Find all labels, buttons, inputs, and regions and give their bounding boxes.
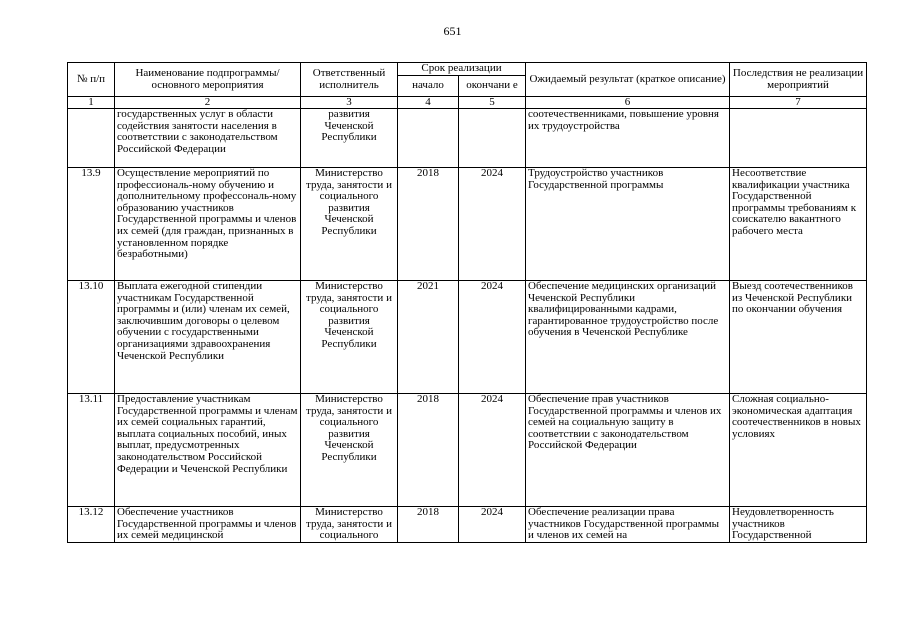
column-number: 6 <box>526 97 730 109</box>
column-number: 4 <box>398 97 459 109</box>
end-year: 2024 <box>459 281 526 394</box>
header-period: Срок реализации <box>398 63 526 76</box>
executor: развития Чеченской Республики <box>301 109 398 168</box>
header-consequences: Последствия не реализации мероприятий <box>730 63 867 97</box>
row-number <box>68 109 115 168</box>
expected-result: Обеспечение прав участников Государственной программы и членов их семей на социальную защиту в соответствии с законодательством Российской Федерации <box>526 394 730 507</box>
header-row <box>68 63 867 76</box>
header-name: Наименование подпрограммы/ основного мероприятия <box>115 63 301 97</box>
header-end: окончани е <box>459 76 526 97</box>
start-year <box>398 109 459 168</box>
end-year: 2024 <box>459 168 526 281</box>
table-row <box>68 507 867 543</box>
header-start: начало <box>398 76 459 97</box>
column-number: 5 <box>459 97 526 109</box>
consequences: Несоответствие квалификации участника Государственной программы требованиям к соискателю вакантного рабочего места <box>730 168 867 281</box>
start-year: 2018 <box>398 394 459 507</box>
column-number: 3 <box>301 97 398 109</box>
executor: Министерство труда, занятости и социального развития Чеченской Республики <box>301 281 398 394</box>
column-number: 7 <box>730 97 867 109</box>
activity-name: Обеспечение участников Государственной программы и членов их семей медицинской <box>115 507 301 543</box>
end-year: 2024 <box>459 394 526 507</box>
header-executor: Ответственный исполнитель <box>301 63 398 97</box>
row-number: 13.10 <box>68 281 115 394</box>
program-activities-table <box>67 62 867 543</box>
start-year: 2018 <box>398 168 459 281</box>
consequences: Сложная социально-экономическая адаптация соотечественников в новых условиях <box>730 394 867 507</box>
row-number: 13.9 <box>68 168 115 281</box>
table-row <box>68 168 867 281</box>
row-number: 13.11 <box>68 394 115 507</box>
expected-result: Обеспечение реализации права участников Государственной программы и членов их семей на <box>526 507 730 543</box>
activity-name: Осуществление мероприятий по профессиональ-ному обучению и дополнительному профессональ-ному образованию участников Государственной программы и членов их семей (для граждан, признанных в установленном порядке безработными) <box>115 168 301 281</box>
header-num: № п/п <box>68 63 115 97</box>
header-result: Ожидаемый результат (краткое описание) <box>526 63 730 97</box>
consequences: Выезд соотечественников из Чеченской Республики по окончании обучения <box>730 281 867 394</box>
executor: Министерство труда, занятости и социального развития Чеченской Республики <box>301 394 398 507</box>
table-row <box>68 394 867 507</box>
column-numbers-row <box>68 97 867 109</box>
consequences <box>730 109 867 168</box>
activity-name: Предоставление участникам Государственной программы и членам их семей социальных гарантий, выплата социальных пособий, иных выплат, предусмотренных законодательством Российской Федерации и Чеченской Республики <box>115 394 301 507</box>
expected-result: соотечественниками, повышение уровня их трудоустройства <box>526 109 730 168</box>
end-year: 2024 <box>459 507 526 543</box>
expected-result: Трудоустройство участников Государственной программы <box>526 168 730 281</box>
end-year <box>459 109 526 168</box>
activity-name: государственных услуг в области содействия занятости населения в соответствии с законодательством Российской Федерации <box>115 109 301 168</box>
start-year: 2018 <box>398 507 459 543</box>
row-number: 13.12 <box>68 507 115 543</box>
expected-result: Обеспечение медицинских организаций Чеченской Республики квалифицированными кадрами, гарантированное трудоустройство после обучения в Чеченской Республике <box>526 281 730 394</box>
executor: Министерство труда, занятости и социального развития Чеченской Республики <box>301 168 398 281</box>
start-year: 2021 <box>398 281 459 394</box>
executor: Министерство труда, занятости и социального <box>301 507 398 543</box>
consequences: Неудовлетворенность участников Государственной <box>730 507 867 543</box>
activity-name: Выплата ежегодной стипендии участникам Государственной программы и (или) членам их семей, заключившим договоры о целевом обучении с государственными организациями здравоохранения Чеченской Республики <box>115 281 301 394</box>
column-number: 2 <box>115 97 301 109</box>
table-row <box>68 109 867 168</box>
table-row <box>68 281 867 394</box>
column-number: 1 <box>68 97 115 109</box>
page-number: 651 <box>443 24 462 38</box>
